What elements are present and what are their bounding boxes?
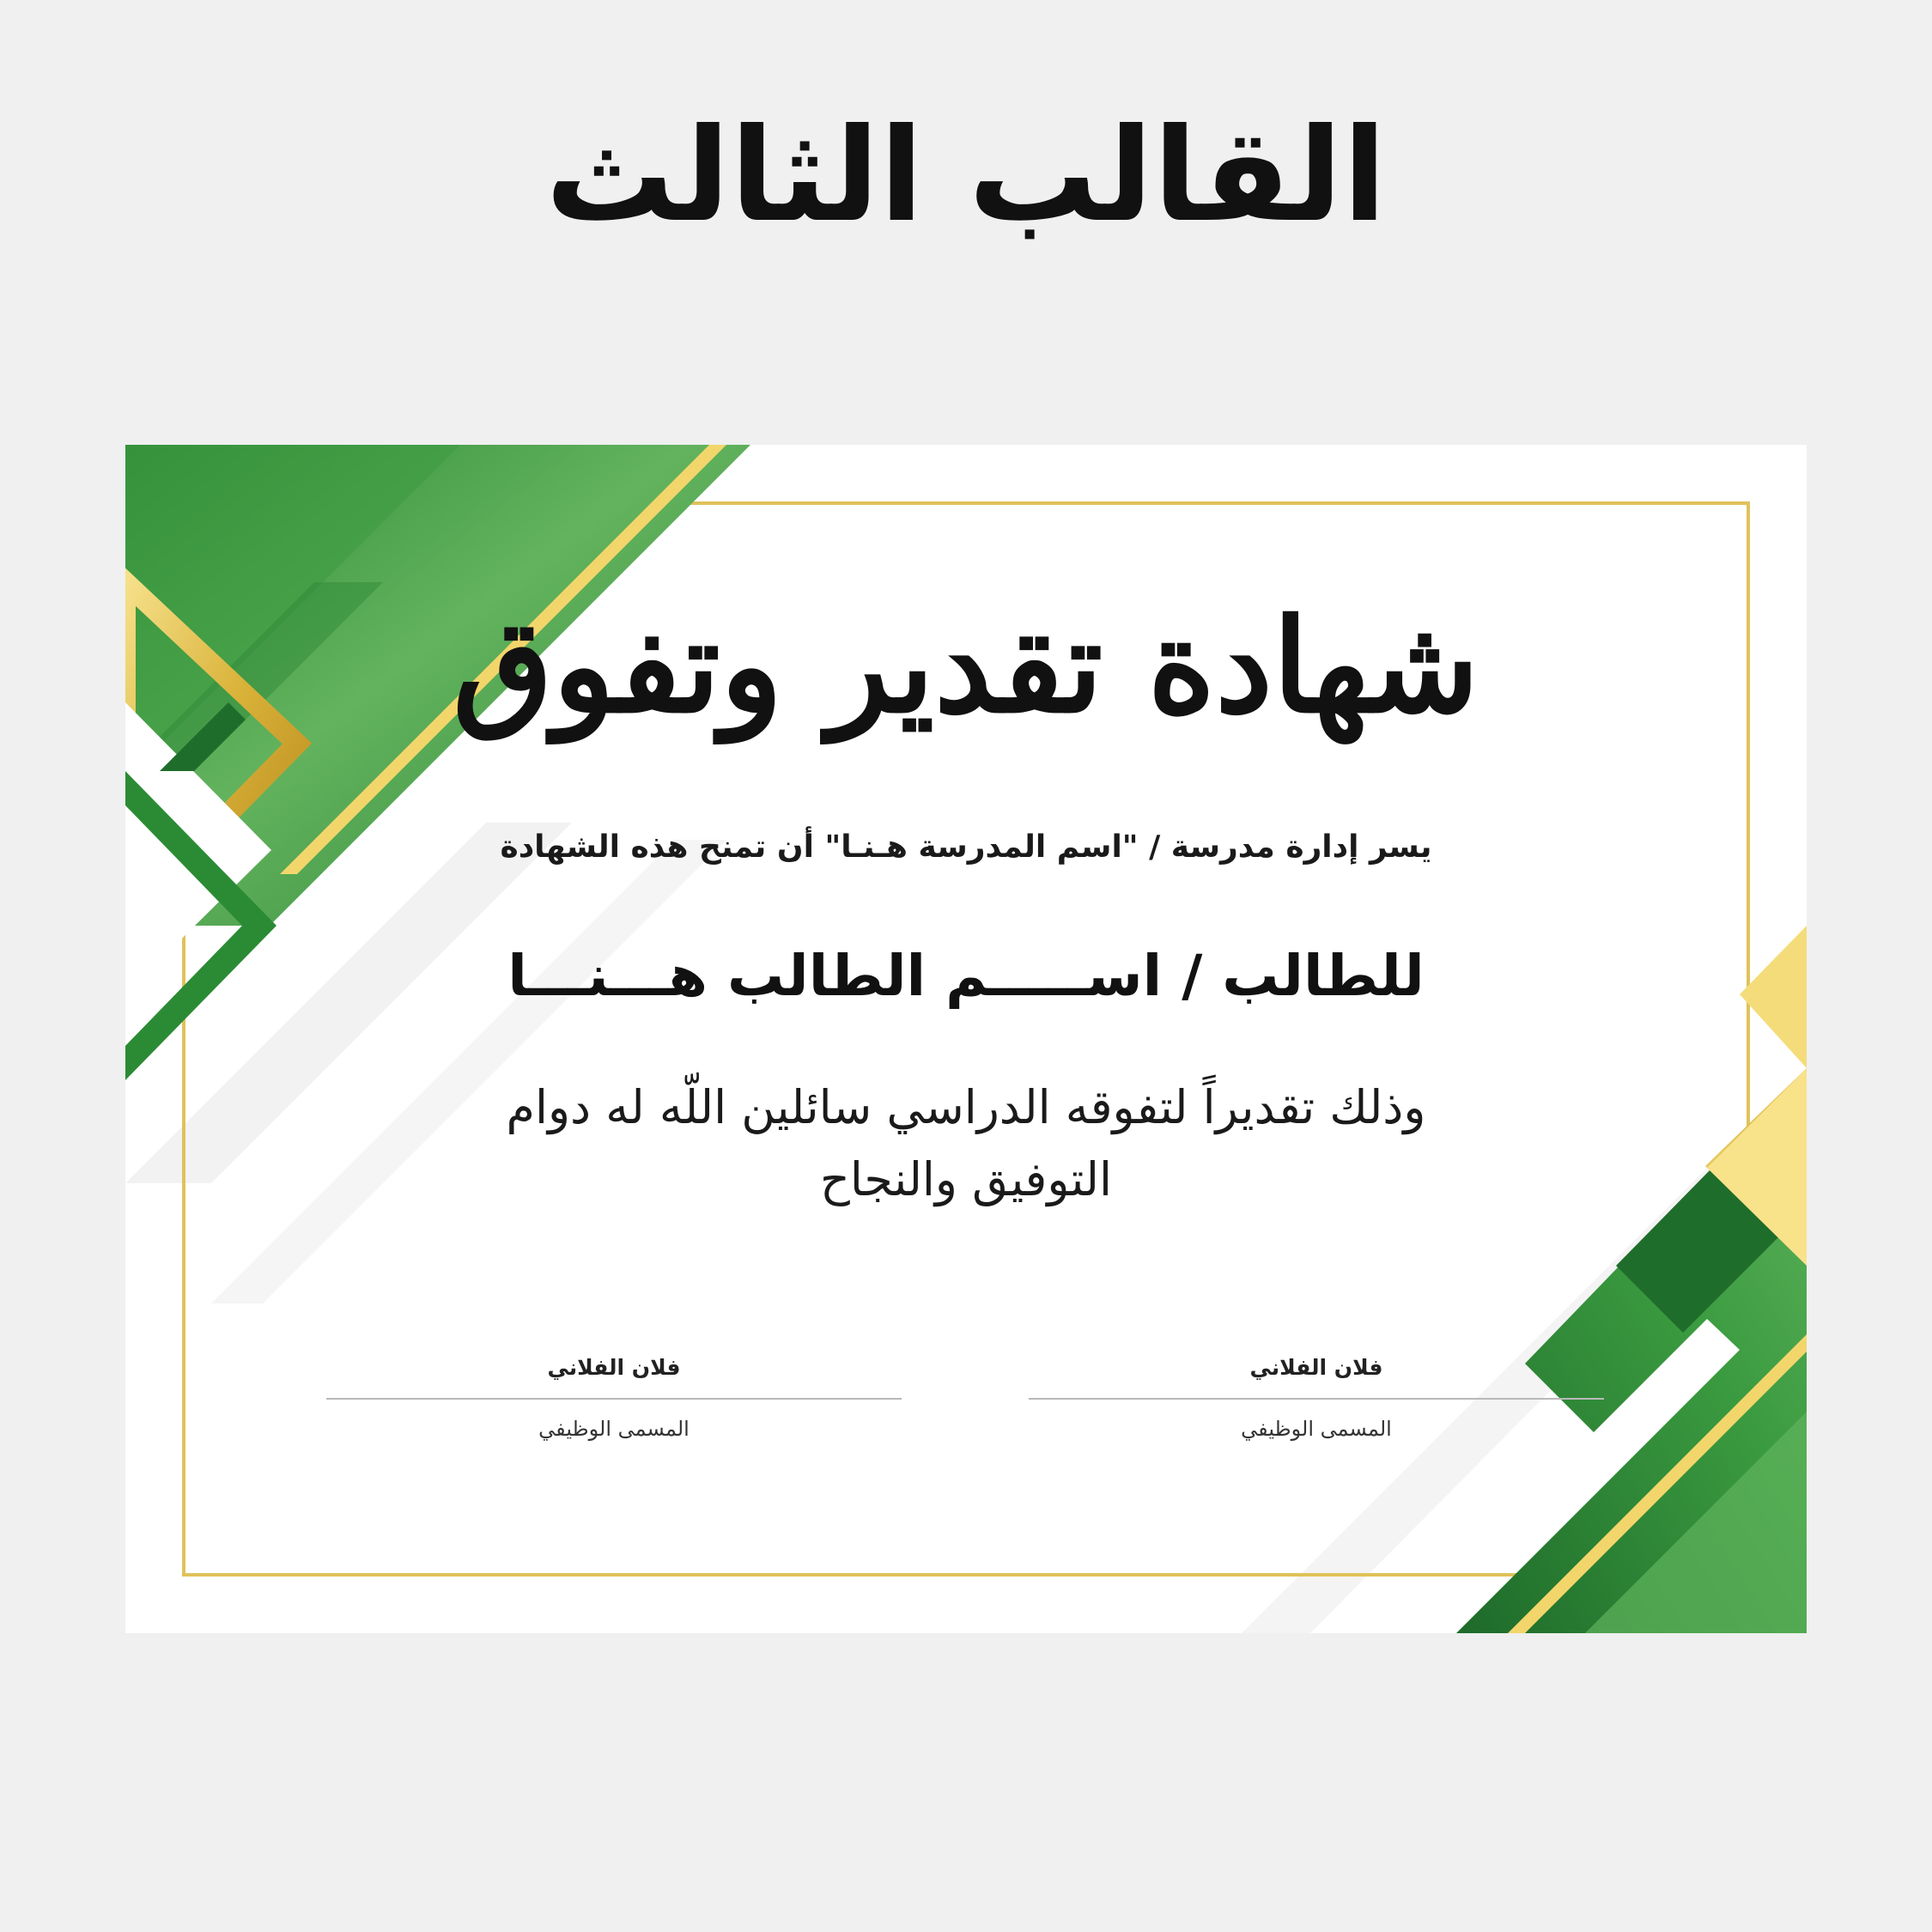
student-name-line: للطالب / اســـــم الطالب هـــنـــا (507, 943, 1425, 1009)
grant-statement: يسر إدارة مدرسة / "اسم المدرسة هـنـا" أن تمنح هذه الشهادة (500, 829, 1432, 865)
signature-line (326, 1398, 902, 1400)
certificate-title: شهادة تقدير وتفوق (453, 591, 1479, 742)
certificate (125, 445, 1807, 1633)
signatory-name: فلان الفلاني (1249, 1355, 1383, 1380)
signature-block-right (1029, 1355, 1604, 1441)
signatory-name: فلان الفلاني (547, 1355, 681, 1380)
page-heading: القالب الثالث (545, 101, 1387, 251)
signature-block-left (326, 1355, 902, 1441)
signature-line (1029, 1398, 1604, 1400)
signatory-role: المسمى الوظيفي (1241, 1417, 1392, 1441)
reason-text: وذلك تقديراً لتفوقه الدراسي سائلين اللّه له دوام التوفيق والنجاح (506, 1080, 1426, 1206)
signatory-role: المسمى الوظيفي (538, 1417, 690, 1441)
